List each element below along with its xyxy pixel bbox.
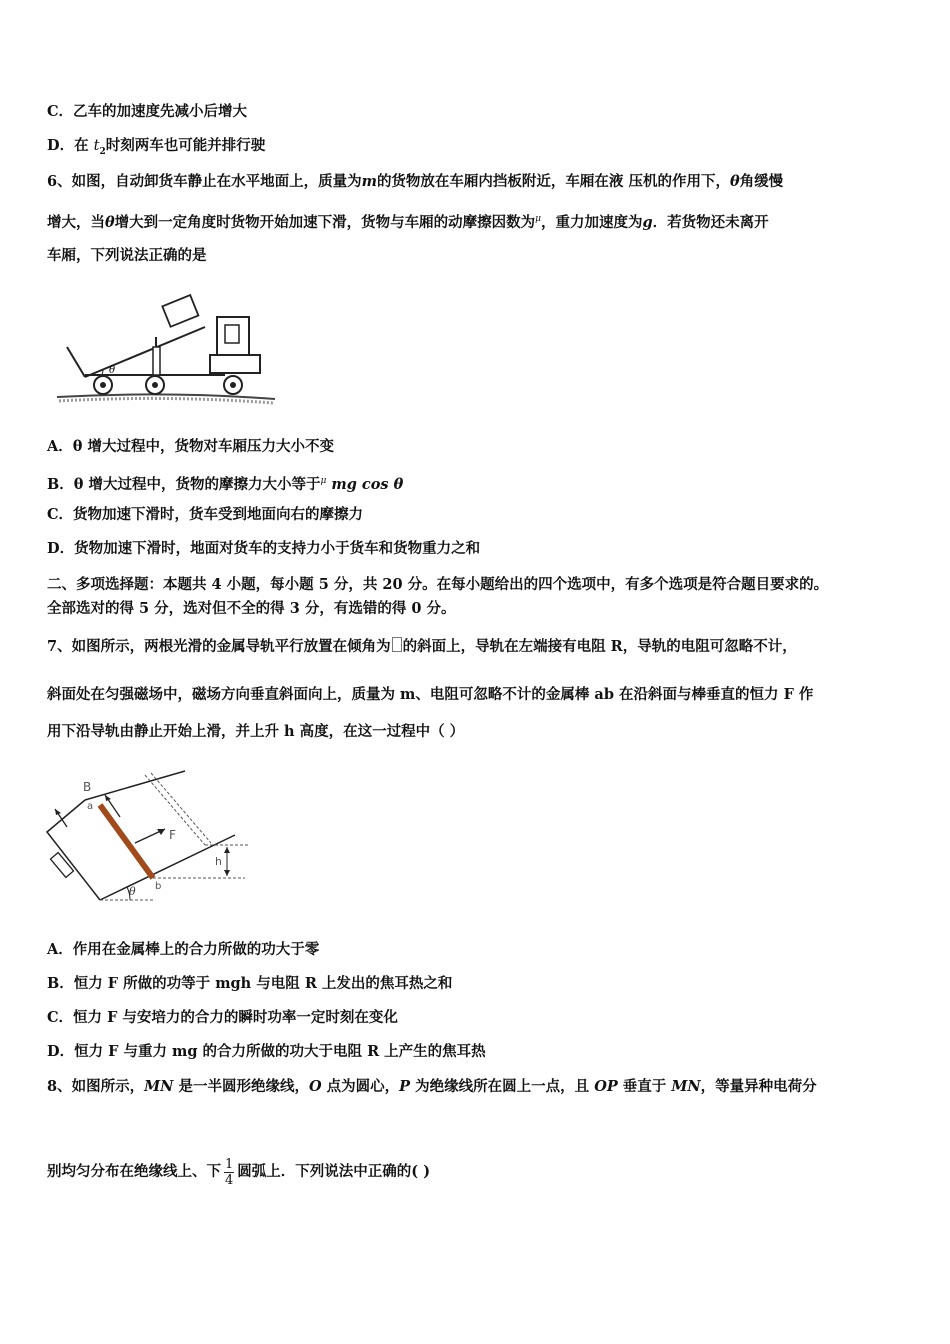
q6-l1-b: 的货物放在车厢内挡板附近，车厢在液 压机的作用下，	[376, 173, 730, 190]
q8-OP: OP	[594, 1078, 618, 1095]
q6-option-b-text: B．θ 增大过程中，货物的摩擦力大小等于	[47, 475, 321, 493]
q6-l2-theta: θ	[105, 213, 115, 231]
q7-fig-F: F	[169, 828, 176, 842]
q6-mu-symbol: μ	[535, 214, 542, 224]
section2-heading-line-2: 全部选对的得 5 分，选对但不全的得 3 分，有选错的得 0 分。	[47, 600, 456, 617]
q5-option-d-text-b: 时刻两车也可能并排行驶	[105, 137, 266, 154]
q8-l2-b: 圆弧上．下列说法中正确的( )	[237, 1163, 431, 1180]
q7-option-a: A．作用在金属棒上的合力所做的功大于零	[47, 941, 320, 958]
q7-stem-line-2: 斜面处在匀强磁场中，磁场方向垂直斜面向上，质量为 m、电阻可忽略不计的金属棒 ab 在沿斜面与棒垂直的恒力 F 作	[47, 686, 814, 703]
q6-l2-a: 增大，当	[47, 213, 105, 231]
q7-l1-b: 的斜面上，导轨在左端接有电阻 R，导轨的电阻可忽略不计，	[402, 638, 797, 655]
fraction-numerator: 1	[225, 1156, 234, 1172]
q8-l1-a: 8、如图所示，	[47, 1078, 145, 1095]
q7-stem-line-1	[47, 637, 797, 657]
q8-l1-b: 是一半圆形绝缘线，	[173, 1078, 309, 1095]
quarter-fraction	[224, 1157, 234, 1188]
q8-MN: MN	[144, 1078, 174, 1095]
q6-figure-theta: θ	[109, 365, 116, 376]
q7-stem-line-3: 用下沿导轨由静止开始上滑，并上升 h 高度，在这一过程中（ ）	[47, 723, 465, 740]
q8-stem-line-2	[47, 1150, 430, 1194]
q6-g-symbol: g	[642, 213, 653, 231]
q6-mass-symbol: m	[361, 173, 377, 190]
fraction-denominator: 4	[225, 1172, 234, 1188]
q8-MN-2: MN	[671, 1078, 701, 1095]
q6-option-a: A．θ 增大过程中，货物对车厢压力大小不变	[47, 438, 334, 455]
q8-O: O	[308, 1078, 322, 1095]
q8-l1-c: 点为圆心，	[321, 1078, 400, 1095]
q5-t-subscript: 2	[99, 146, 106, 157]
q6-l2-c: ，重力加速度为	[541, 213, 643, 231]
q8-l2-a: 别均匀分布在绝缘线上、下	[47, 1163, 221, 1180]
q6-option-b	[47, 471, 403, 495]
q6-l1-a: 6、如图，自动卸货车静止在水平地面上，质量为	[47, 173, 362, 190]
q6-stem-line-2	[47, 209, 769, 233]
q7-l1-a: 7、如图所示，两根光滑的金属导轨平行放置在倾角为	[47, 638, 391, 655]
q6-option-b-mu: μ	[320, 476, 327, 486]
q7-fig-theta: θ	[129, 885, 136, 898]
q7-fig-h: h	[215, 855, 222, 868]
q7-fig-B: B	[83, 780, 92, 794]
q6-option-c: C．货物加速下滑时，货车受到地面向右的摩擦力	[47, 506, 364, 523]
q8-l1-f: ，等量异种电荷分	[700, 1078, 817, 1095]
q7-fig-b: b	[155, 881, 162, 892]
q7-option-d: D．恒力 F 与重力 mg 的合力所做的功大于电阻 R 上产生的焦耳热	[47, 1043, 486, 1060]
q6-option-b-formula: mg cos θ	[326, 475, 404, 493]
q6-l2-d: ．若货物还未离开	[652, 213, 769, 231]
q8-l1-e: 垂直于	[617, 1078, 672, 1095]
q6-l1-c: 角缓慢	[739, 173, 784, 190]
q6-theta-symbol: θ	[729, 173, 740, 190]
q5-option-d	[47, 136, 265, 162]
q7-fig-a: a	[87, 801, 94, 812]
q6-stem-line-1	[47, 172, 783, 192]
q5-option-d-text-a: D．在	[47, 137, 94, 154]
q6-option-d: D．货物加速下滑时，地面对货车的支持力小于货车和货物重力之和	[47, 540, 481, 557]
q6-l2-b: 增大到一定角度时货物开始加速下滑，货物与车厢的动摩擦因数为	[114, 213, 536, 231]
section2-heading-line-1: 二、多项选择题：本题共 4 小题，每小题 5 分，共 20 分。在每小题给出的四个选项中，有多个选项是符合题目要求的。	[47, 576, 829, 593]
missing-angle-glyph-icon	[392, 637, 402, 652]
q5-t-symbol: t	[93, 138, 100, 154]
q8-stem-line-1	[47, 1077, 817, 1097]
q8-P: P	[399, 1078, 411, 1095]
q8-l1-d: 为绝缘线所在圆上一点，且	[410, 1078, 595, 1095]
q7-option-c: C．恒力 F 与安培力的合力的瞬时功率一定时刻在变化	[47, 1009, 398, 1026]
q5-option-c: C．乙车的加速度先减小后增大	[47, 103, 248, 120]
dump-truck-figure	[55, 285, 280, 410]
q6-stem-line-3: 车厢，下列说法正确的是	[47, 247, 207, 264]
q7-option-b: B．恒力 F 所做的功等于 mgh 与电阻 R 上发出的焦耳热之和	[47, 975, 453, 992]
incline-rails-figure	[45, 765, 255, 910]
